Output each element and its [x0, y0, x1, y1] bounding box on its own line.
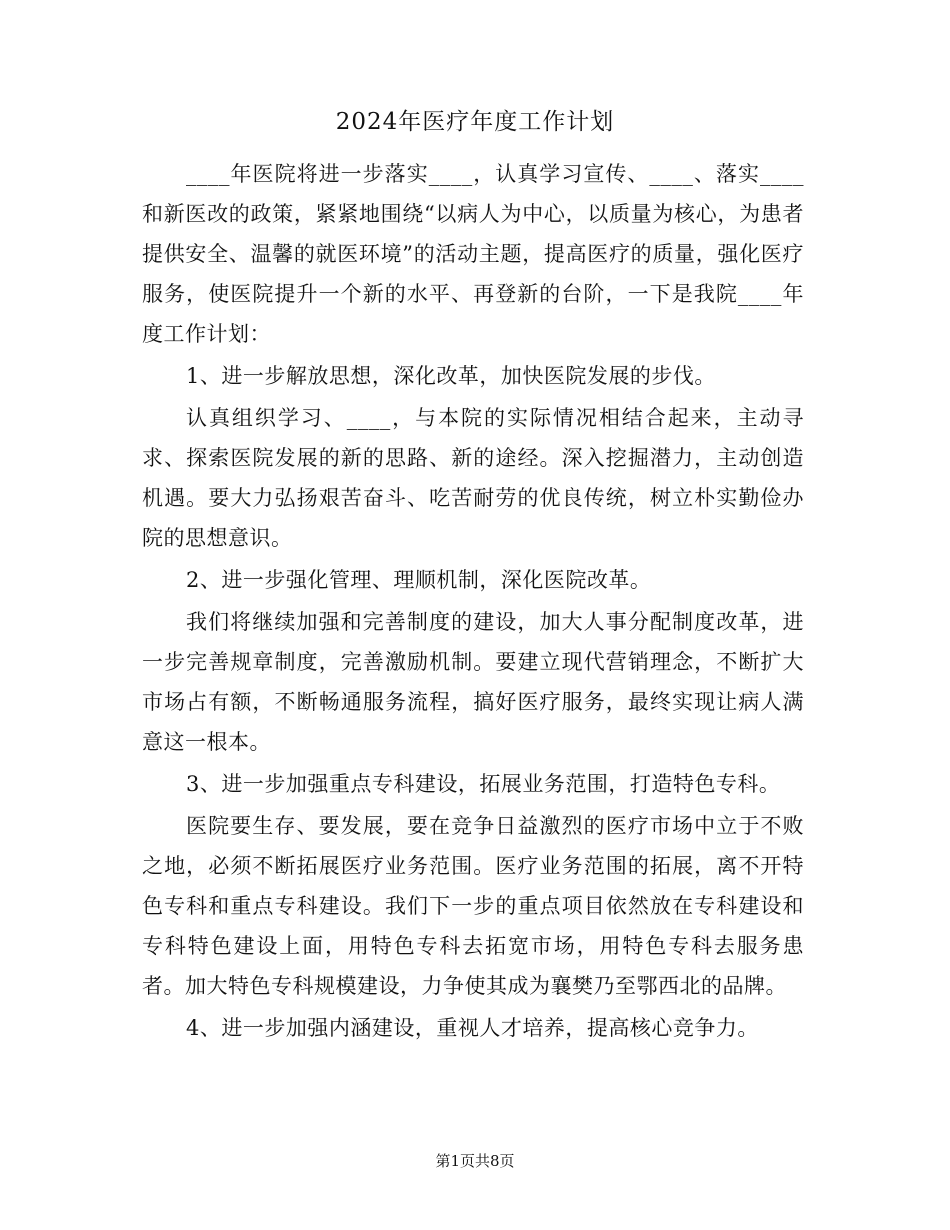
- section-heading-2: 2、进一步强化管理、理顺机制，深化医院改革。: [186, 568, 652, 592]
- section-paragraph-3: 医院要生存、要发展，要在竞争日益激烈的医疗市场中立于不败之地，必须不断拓展医疗业务范围。医疗业务范围的拓展，离不开特色专科和重点专科建设。我们下一步的重点项目依然放在专科建设和专科特色建设上面，用特色专科去拓宽市场，用特色专科去服务患者。加大特色专科规模建设，力争使其成为襄樊乃至鄂西北的品牌。: [142, 814, 804, 998]
- page-number-footer: 第1页共8页: [435, 1152, 515, 1170]
- section-heading-3: 3、进一步加强重点专科建设，拓展业务范围，打造特色专科。: [186, 772, 781, 796]
- section-paragraph-1: 认真组织学习、____，与本院的实际情况相结合起来，主动寻求、探索医院发展的新的思路、新的途经。深入挖掘潜力，主动创造机遇。要大力弘扬艰苦奋斗、吃苦耐劳的优良传统，树立朴实勤俭办院的思想意识。: [142, 406, 804, 550]
- document-title: 2024年医疗年度工作计划: [335, 109, 615, 135]
- intro-paragraph: ____年医院将进一步落实____，认真学习宣传、____、落实____和新医改的政策，紧紧地围绕“以病人为中心，以质量为核心，为患者提供安全、温馨的就医环境”的活动主题，提高医疗的质量，强化医疗服务，使医院提升一个新的水平、再登新的台阶，一下是我院____年度工作计划：: [142, 162, 804, 346]
- section-heading-4: 4、进一步加强内涵建设，重视人才培养，提高核心竞争力。: [186, 1016, 759, 1040]
- section-paragraph-2: 我们将继续加强和完善制度的建设，加大人事分配制度改革，进一步完善规章制度，完善激励机制。要建立现代营销理念，不断扩大市场占有额，不断畅通服务流程，搞好医疗服务，最终实现让病人满意这一根本。: [142, 610, 804, 754]
- document-body: [142, 154, 804, 1050]
- section-heading-1: 1、进一步解放思想，深化改革，加快医院发展的步伐。: [186, 364, 716, 388]
